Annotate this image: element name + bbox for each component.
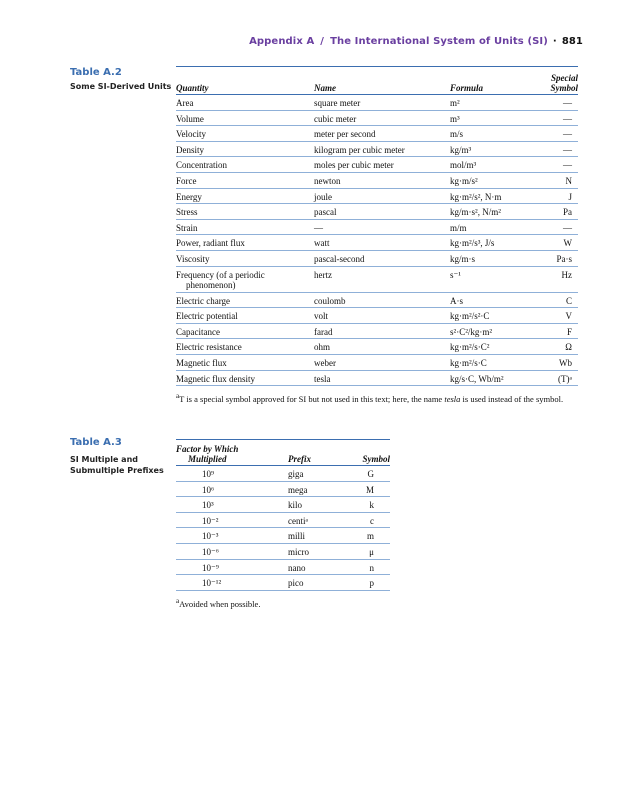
cell-name: kilogram per cubic meter <box>314 144 405 155</box>
cell-name: meter per second <box>314 129 376 140</box>
cell-quantity: Stress <box>176 207 198 218</box>
header-bullet: · <box>552 36 557 47</box>
col-name: Name <box>314 67 450 95</box>
table-row <box>176 188 578 204</box>
table-row <box>176 339 578 355</box>
cell-symbol: m <box>366 531 374 542</box>
cell-formula: kg·m²/s·C <box>450 357 487 368</box>
si-derived-units-table <box>176 66 578 386</box>
footnote-text-before: T is a special symbol approved for SI but not used in this text; here, the name <box>179 393 445 404</box>
cell-quantity <box>176 266 314 292</box>
col-factor-line2: Multiplied <box>188 454 227 464</box>
cell-symbol: — <box>563 113 572 124</box>
cell-symbol: M <box>365 484 374 495</box>
table-row <box>176 528 390 544</box>
cell-formula: kg·m²/s²·C <box>450 311 490 322</box>
cell-name: volt <box>314 311 329 322</box>
table-a2-caption: Some SI-Derived Units <box>70 82 172 91</box>
table-row <box>176 466 390 482</box>
cell-formula: kg·m²/s³, J/s <box>450 238 495 249</box>
cell-symbol: Hz <box>561 269 572 280</box>
cell-quantity: Force <box>176 175 197 186</box>
cell-symbol: — <box>563 129 572 140</box>
cell-symbol: (T)ᵃ <box>558 373 572 384</box>
cell-quantity: Velocity <box>176 129 206 140</box>
cell-name: ohm <box>314 342 331 353</box>
cell-prefix: giga <box>288 469 304 479</box>
cell-quantity: Concentration <box>176 160 227 171</box>
col-quantity: Quantity <box>176 67 314 95</box>
table-header-row <box>176 440 390 466</box>
cell-prefix: kilo <box>288 500 303 511</box>
table-row <box>176 235 578 251</box>
col-formula: Formula <box>450 67 546 95</box>
cell-name: hertz <box>314 269 332 280</box>
cell-quantity: Energy <box>176 191 202 202</box>
table-a3-caption: SI Multiple and Submultiple Prefixes <box>70 455 164 475</box>
table-row <box>176 157 578 173</box>
cell-quantity: Density <box>176 144 204 155</box>
cell-quantity: Volume <box>176 113 204 124</box>
cell-name: cubic meter <box>314 113 357 124</box>
cell-name: pascal <box>314 207 337 218</box>
cell-symbol: W <box>563 238 572 249</box>
table-row <box>176 126 578 142</box>
col-factor-line1: Factor by Which <box>176 444 239 454</box>
cell-formula: kg/m·s <box>450 253 476 264</box>
table-row <box>176 481 390 497</box>
cell-symbol: Ω <box>565 342 572 353</box>
cell-symbol: G <box>367 469 374 479</box>
col-special-symbol-line2: Symbol <box>550 83 578 93</box>
table-row <box>176 250 578 266</box>
table-row <box>176 512 390 528</box>
cell-factor: 10⁹ <box>202 469 215 479</box>
table-row <box>176 266 578 292</box>
cell-prefix: nano <box>288 562 306 573</box>
table-row <box>176 308 578 324</box>
cell-factor: 10⁻² <box>202 515 219 526</box>
cell-name: farad <box>314 326 333 337</box>
cell-name: weber <box>314 357 336 368</box>
footnote-italic-term: tesla <box>444 393 461 404</box>
cell-name: joule <box>314 191 332 202</box>
cell-quantity: Electric potential <box>176 311 238 322</box>
cell-quantity: Capacitance <box>176 326 220 337</box>
cell-symbol: c <box>370 515 374 526</box>
cell-factor: 10³ <box>202 500 214 511</box>
col-symbol: Symbol <box>350 440 390 466</box>
cell-symbol: — <box>563 160 572 171</box>
col-factor <box>176 440 288 466</box>
cell-symbol: N <box>565 175 572 186</box>
table-row <box>176 497 390 513</box>
cell-formula: m³ <box>450 113 460 124</box>
cell-factor: 10⁶ <box>202 484 215 495</box>
col-prefix: Prefix <box>288 440 350 466</box>
table-row <box>176 172 578 188</box>
cell-quantity-line2: phenomenon) <box>186 279 236 290</box>
cell-quantity: Area <box>176 98 194 108</box>
cell-formula: kg·m/s² <box>450 175 478 186</box>
cell-symbol: Pa <box>563 207 572 218</box>
table-row <box>176 370 578 386</box>
cell-symbol: F <box>566 326 572 337</box>
col-special-symbol <box>546 67 578 95</box>
table-row <box>176 543 390 559</box>
table-row <box>176 110 578 126</box>
table-a3-label: Table A.3 <box>70 437 122 448</box>
table-row <box>176 323 578 339</box>
cell-formula: s²·C²/kg·m² <box>450 326 493 337</box>
cell-symbol: J <box>568 191 572 202</box>
cell-prefix: micro <box>288 546 309 557</box>
table-header-row <box>176 67 578 95</box>
cell-symbol: C <box>565 295 572 306</box>
cell-quantity: Electric charge <box>176 295 231 306</box>
cell-factor: 10⁻⁶ <box>202 546 219 557</box>
cell-symbol: n <box>369 562 374 573</box>
table-a2-footnote <box>176 391 578 405</box>
cell-symbol: — <box>563 144 572 155</box>
cell-name: tesla <box>314 373 331 384</box>
cell-factor: 10⁻³ <box>202 531 219 542</box>
table-row <box>176 95 578 111</box>
cell-name: moles per cubic meter <box>314 160 394 171</box>
cell-prefix: pico <box>288 578 304 589</box>
cell-name: watt <box>314 238 330 249</box>
cell-symbol: Wb <box>559 357 572 368</box>
cell-name: square meter <box>314 98 361 108</box>
cell-symbol: — <box>563 98 572 108</box>
table-row <box>176 219 578 235</box>
cell-symbol: μ <box>369 546 374 557</box>
table-a2-label: Table A.2 <box>70 67 122 78</box>
cell-symbol: p <box>369 578 374 589</box>
running-header <box>0 36 583 47</box>
cell-quantity: Power, radiant flux <box>176 238 245 249</box>
cell-prefix: mega <box>288 484 308 495</box>
table-row <box>176 575 390 591</box>
cell-formula: m/m <box>450 222 467 233</box>
cell-name: pascal-second <box>314 253 365 264</box>
cell-factor: 10⁻¹² <box>202 578 222 589</box>
cell-quantity: Magnetic flux <box>176 357 227 368</box>
cell-formula: kg/s·C, Wb/m² <box>450 373 504 384</box>
header-separator: / <box>320 36 325 47</box>
cell-formula: A·s <box>450 295 463 306</box>
table-row <box>176 354 578 370</box>
cell-symbol: k <box>369 500 374 511</box>
cell-formula: s⁻¹ <box>450 269 461 280</box>
cell-formula: m² <box>450 98 460 108</box>
cell-symbol: V <box>565 311 572 322</box>
cell-prefix: centiᵃ <box>288 515 308 526</box>
table-row <box>176 204 578 220</box>
cell-name: coulomb <box>314 295 346 306</box>
cell-quantity: Strain <box>176 222 198 233</box>
cell-quantity: Magnetic flux density <box>176 373 255 384</box>
cell-formula: kg/m³ <box>450 144 472 155</box>
footnote-text-after: is used instead of the symbol. <box>460 393 564 404</box>
col-special-symbol-line1: Special <box>551 73 578 83</box>
footnote-mark: a <box>176 392 180 400</box>
cell-formula: kg·m²/s·C² <box>450 342 490 353</box>
header-title: The International System of Units (SI) <box>330 36 548 47</box>
footnote-text: Avoided when possible. <box>179 598 261 609</box>
table-row <box>176 292 578 308</box>
cell-formula: kg/m·s², N/m² <box>450 207 501 218</box>
cell-formula: m/s <box>450 129 464 140</box>
cell-symbol: Pa·s <box>556 253 572 264</box>
cell-factor: 10⁻⁹ <box>202 562 219 573</box>
cell-name: — <box>314 222 323 233</box>
cell-symbol: — <box>563 222 572 233</box>
si-prefixes-table <box>176 439 390 591</box>
cell-formula: kg·m²/s², N·m <box>450 191 502 202</box>
cell-name: newton <box>314 175 341 186</box>
page-number: 881 <box>561 36 583 47</box>
cell-quantity: Electric resistance <box>176 342 242 353</box>
cell-quantity: Viscosity <box>176 253 210 264</box>
table-row <box>176 559 390 575</box>
cell-prefix: milli <box>288 531 306 542</box>
table-row <box>176 141 578 157</box>
header-section: Appendix A <box>249 36 315 47</box>
cell-formula: mol/m³ <box>450 160 477 171</box>
table-a3-footnote <box>176 596 396 610</box>
cell-quantity-line1: Frequency (of a periodic <box>176 269 265 280</box>
footnote-mark: a <box>176 597 180 605</box>
